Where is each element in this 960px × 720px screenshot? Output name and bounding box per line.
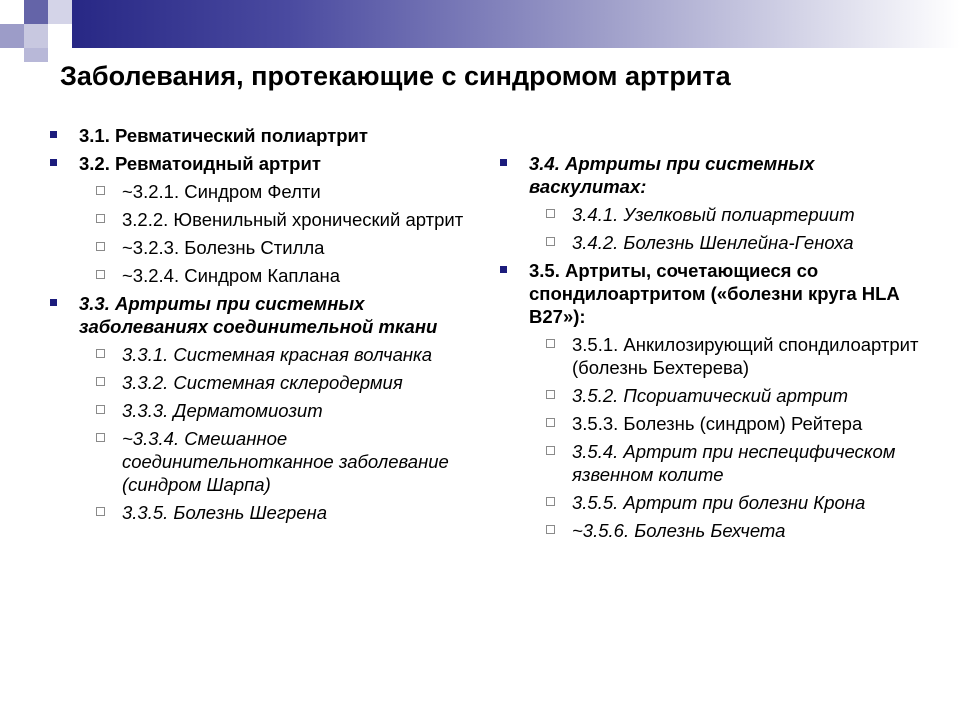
decor-square — [24, 0, 48, 24]
list-item-3-3: 3.3. Артриты при системных заболеваниях соединительной ткани — [50, 292, 480, 338]
list-item-3-4-1: 3.4.1. Узелковый полиартериит — [500, 203, 920, 226]
list-item-3-3-1: 3.3.1. Системная красная волчанка — [50, 343, 480, 366]
list-item-3-3-4: ~3.3.4. Смешанное соединительнотканное заболевание (синдром Шарпа) — [50, 427, 480, 496]
list-item-3-2-4: ~3.2.4. Синдром Каплана — [50, 264, 480, 287]
list-item-3-5-3: 3.5.3. Болезнь (синдром) Рейтера — [500, 412, 920, 435]
decor-square — [48, 0, 72, 24]
right-column — [500, 152, 920, 547]
decor-square — [0, 0, 24, 24]
list-item-3-5-4: 3.5.4. Артрит при неспецифическом язвенном колите — [500, 440, 920, 486]
list-item-3-5: 3.5. Артриты, сочетающиеся со спондилоартритом («болезни круга HLA B27»): — [500, 259, 920, 328]
decor-square — [48, 24, 72, 48]
list-item-3-4-2: 3.4.2. Болезнь Шенлейна-Геноха — [500, 231, 920, 254]
list-item-3-2-1: ~3.2.1. Синдром Фелти — [50, 180, 480, 203]
list-item-3-5-5: 3.5.5. Артрит при болезни Крона — [500, 491, 920, 514]
list-item-3-2: 3.2. Ревматоидный артрит — [50, 152, 480, 175]
list-item-3-3-2: 3.3.2. Системная склеродермия — [50, 371, 480, 394]
decor-square — [24, 24, 48, 48]
top-gradient-banner — [0, 0, 960, 48]
list-item-3-5-2: 3.5.2. Псориатический артрит — [500, 384, 920, 407]
list-item-3-3-5: 3.3.5. Болезнь Шегрена — [50, 501, 480, 524]
slide-title: Заболевания, протекающие с синдромом артрита — [60, 61, 731, 91]
list-item-3-5-6: ~3.5.6. Болезнь Бехчета — [500, 519, 920, 542]
list-item-3-4: 3.4. Артриты при системных васкулитах: — [500, 152, 920, 198]
list-item-3-3-3: 3.3.3. Дерматомиозит — [50, 399, 480, 422]
list-item-3-1: 3.1. Ревматический полиартрит — [50, 124, 480, 147]
decor-square — [0, 24, 24, 48]
list-item-3-2-3: ~3.2.3. Болезнь Стилла — [50, 236, 480, 259]
decor-square — [24, 48, 48, 62]
left-column — [50, 124, 480, 529]
list-item-3-5-1: 3.5.1. Анкилозирующий спондилоартрит (болезнь Бехтерева) — [500, 333, 920, 379]
list-item-3-2-2: 3.2.2. Ювенильный хронический артрит — [50, 208, 480, 231]
